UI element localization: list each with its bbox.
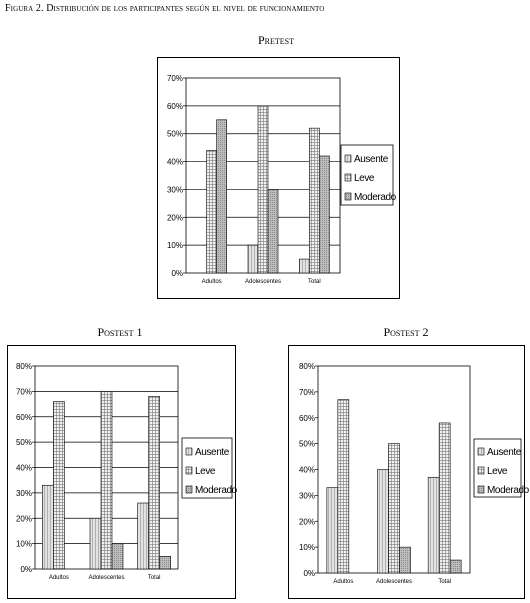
y-tick-label: 40% [166,157,183,167]
bar-moderado-total [319,156,329,273]
chart-pretest [157,57,400,299]
legend-label-ausente: Ausente [195,447,229,458]
bar-moderado-adolescentes [400,547,411,573]
y-tick-label: 20% [166,213,183,223]
legend-swatch-ausente [186,448,192,455]
bar-leve-adultos [207,150,217,273]
chart-title-pretest: Pretest [257,33,294,47]
bar-leve-total [309,128,319,273]
y-tick-label: 60% [15,412,32,422]
y-tick-label: 0% [20,565,32,574]
bar-ausente-adolescentes [90,518,101,569]
legend-label-moderado: Moderado [195,485,237,496]
y-tick-label: 30% [298,491,315,501]
bar-moderado-total [450,560,461,573]
y-tick-label: 20% [298,517,315,527]
figure-caption: Figura 2. Distribución de los participantes según el nivel de funcionamiento [5,3,325,14]
bar-ausente-adultos [327,488,338,573]
legend-swatch-leve [478,467,484,474]
bar-ausente-adolescentes [248,245,258,273]
legend-label-leve: Leve [354,173,375,184]
x-tick-label: Total [307,279,321,285]
x-tick-label: Adultos [333,579,354,585]
legend-swatch-moderado [478,486,484,493]
y-tick-label: 10% [15,539,32,549]
chart-pretest-svg [158,58,399,298]
chart-postest-2-svg [289,346,529,598]
x-tick-label: Total [147,575,161,581]
y-tick-label: 40% [15,463,32,473]
legend [474,439,530,497]
bar-leve-total [439,423,450,573]
bar-leve-adolescentes [101,391,112,569]
chart-postest-1-svg [8,346,235,598]
chart-title-postest-1: Postest 1 [97,325,143,339]
legend-swatch-moderado [345,193,351,200]
bar-moderado-adultos [217,120,227,273]
bar-ausente-adultos [42,485,53,569]
legend-swatch-leve [345,174,351,181]
y-tick-label: 60% [166,101,183,111]
x-tick-label: Adolescentes [88,575,125,581]
legend [182,438,238,498]
x-tick-label: Total [438,579,452,585]
legend [341,145,397,205]
bar-leve-total [149,396,160,569]
chart-postest-2 [288,345,529,599]
y-tick-label: 50% [298,439,315,449]
legend-swatch-leve [186,467,192,474]
y-tick-label: 80% [15,362,32,371]
legend-label-moderado: Moderado [487,485,529,496]
y-tick-label: 30% [166,185,183,195]
y-tick-label: 0% [303,569,315,578]
bar-leve-adolescentes [258,106,268,273]
chart-postest-1 [7,345,236,599]
bar-leve-adultos [53,402,64,569]
y-tick-label: 50% [166,129,183,139]
y-tick-label: 50% [15,438,32,448]
y-tick-label: 60% [298,413,315,423]
x-tick-label: Adultos [48,575,69,581]
y-tick-label: 20% [15,514,32,524]
x-tick-label: Adolescentes [375,579,413,585]
legend-swatch-ausente [478,448,484,455]
bar-ausente-total [138,503,149,569]
legend-label-leve: Leve [487,466,508,477]
chart-title-postest-2: Postest 2 [383,325,429,339]
legend-label-moderado: Moderado [354,192,396,203]
y-tick-label: 30% [15,488,32,498]
bar-ausente-total [428,477,439,573]
bar-leve-adultos [338,400,349,573]
bar-moderado-adolescentes [112,544,123,569]
y-tick-label: 80% [298,362,315,371]
y-tick-label: 10% [298,543,315,553]
legend-swatch-ausente [345,155,351,162]
y-tick-label: 70% [298,387,315,397]
bar-moderado-total [160,556,171,569]
x-tick-label: Adultos [201,279,222,285]
y-tick-label: 70% [166,74,183,83]
y-tick-label: 10% [166,241,183,251]
legend-swatch-moderado [186,486,192,493]
bar-moderado-adolescentes [268,189,278,273]
bar-ausente-total [299,259,309,273]
x-tick-label: Adolescentes [244,279,282,285]
legend-label-ausente: Ausente [354,154,388,165]
y-tick-label: 70% [15,387,32,397]
y-tick-label: 0% [171,269,183,278]
legend-label-leve: Leve [195,466,216,477]
y-tick-label: 40% [298,465,315,475]
legend-label-ausente: Ausente [487,447,521,458]
bar-leve-adolescentes [389,444,400,573]
bar-ausente-adolescentes [378,470,389,574]
